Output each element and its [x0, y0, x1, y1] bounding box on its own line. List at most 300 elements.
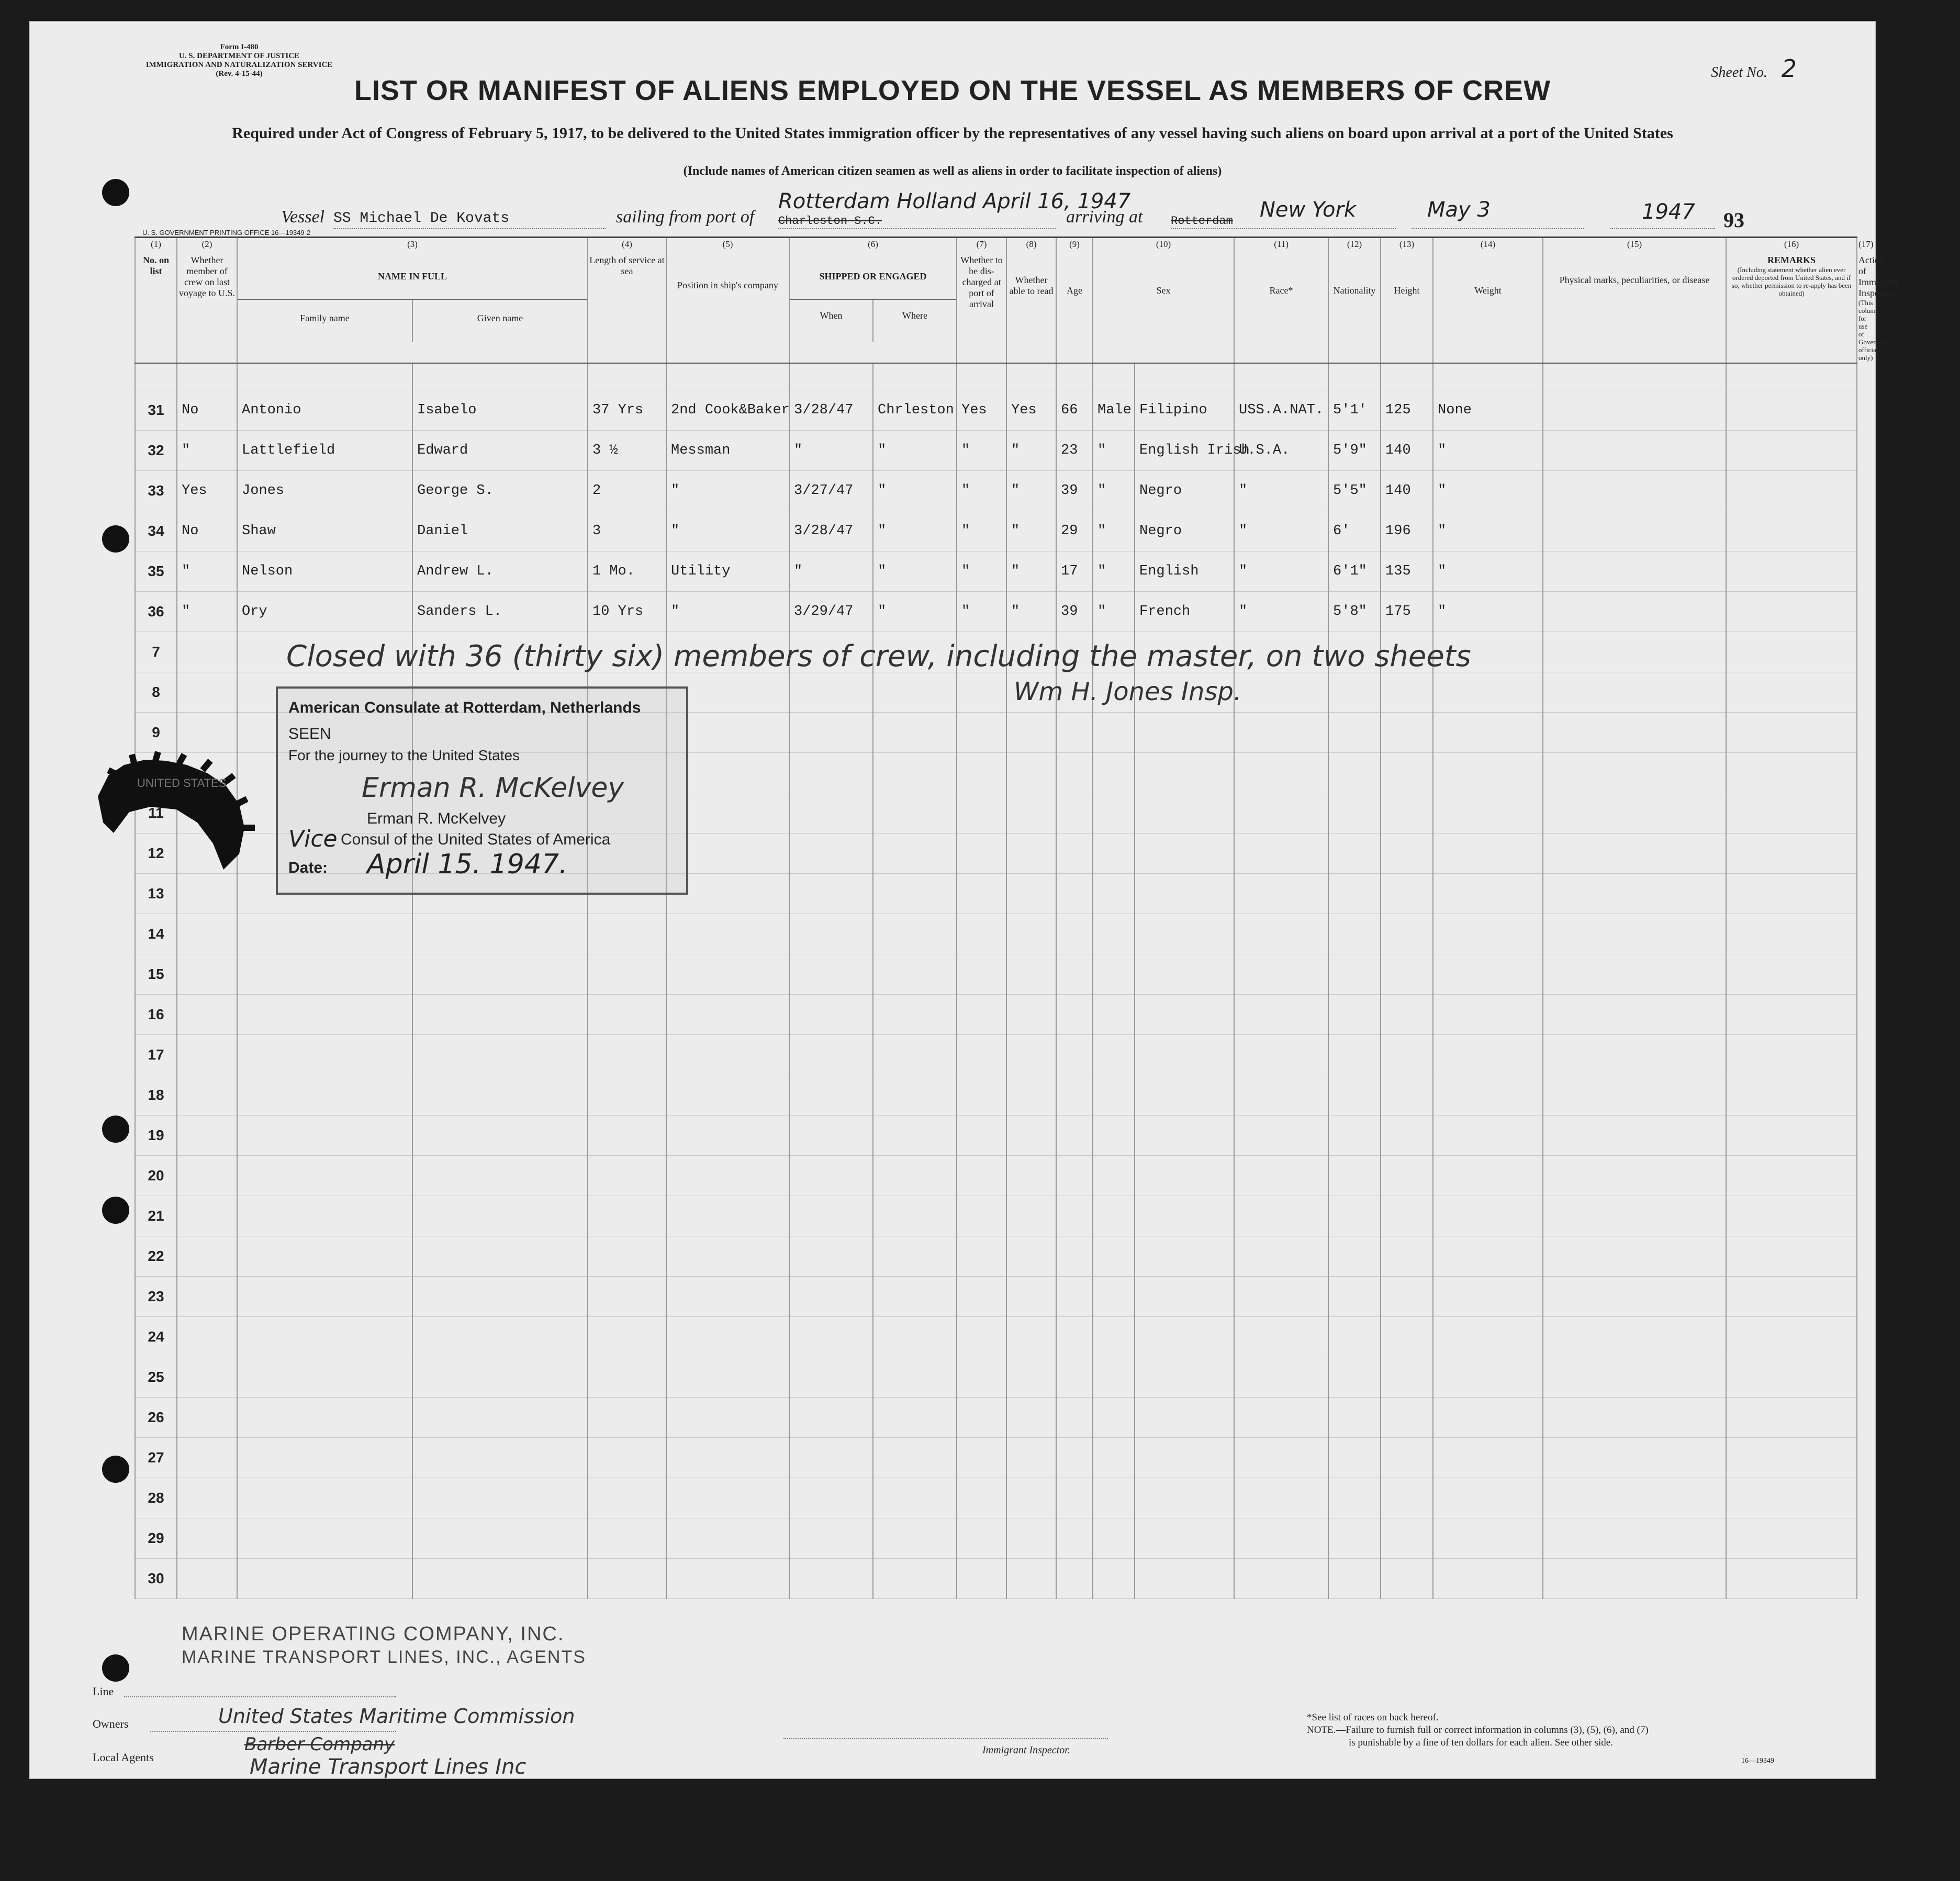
table-row: [135, 1196, 1857, 1236]
shipped-where: [873, 1236, 957, 1277]
physical-marks: [1433, 954, 1543, 995]
row-number: 18: [135, 1075, 177, 1116]
age: [1056, 1236, 1093, 1277]
remarks: [1543, 1116, 1726, 1156]
column-number: (13): [1381, 238, 1433, 254]
height: [1328, 1156, 1381, 1196]
stamp-date-label: Date:: [288, 859, 328, 876]
header-discharged: Whether to be dis-charged at port of arrival: [957, 254, 1006, 363]
sex: [1093, 1075, 1135, 1116]
row-number: 33: [135, 471, 177, 511]
inspector-action: [1726, 1116, 1857, 1156]
remarks: [1543, 874, 1726, 914]
given-name: Edward: [412, 431, 588, 471]
length-of-service: [588, 1236, 666, 1277]
family-name: [237, 1518, 412, 1559]
nationality: ": [1234, 592, 1328, 632]
inspector-action: [1726, 1035, 1857, 1075]
shipped-where: [873, 1156, 957, 1196]
physical-marks: [1433, 1478, 1543, 1518]
position: [666, 1236, 789, 1277]
sex: [1093, 874, 1135, 914]
race: English: [1135, 551, 1234, 592]
inspector-action: [1726, 1317, 1857, 1357]
position: Utility: [666, 551, 789, 592]
weight: [1381, 874, 1433, 914]
nationality: USS.A.NAT.: [1234, 390, 1328, 431]
header-sex: Sex: [1093, 254, 1234, 363]
sex: [1093, 1277, 1135, 1317]
weight: [1381, 1116, 1433, 1156]
able-to-read: [1006, 1357, 1056, 1398]
to-be-discharged: [957, 1398, 1006, 1438]
header-name: [237, 254, 588, 363]
weight: [1381, 995, 1433, 1035]
remarks: [1543, 592, 1726, 632]
nationality: [1234, 793, 1328, 834]
weight: 140: [1381, 431, 1433, 471]
weight: 175: [1381, 592, 1433, 632]
remarks: [1543, 672, 1726, 713]
family-name: [237, 1357, 412, 1398]
header-height: Height: [1381, 254, 1433, 363]
vessel-label: Vessel: [281, 207, 325, 227]
shipped-when: [789, 995, 873, 1035]
family-name: [237, 1035, 412, 1075]
remarks: [1543, 1075, 1726, 1116]
position: [666, 1559, 789, 1599]
to-be-discharged: Yes: [957, 390, 1006, 431]
position: [666, 995, 789, 1035]
weight: [1381, 1559, 1433, 1599]
arrival-date: May 3: [1427, 198, 1491, 222]
table-row: [135, 592, 1857, 632]
sex: [1093, 1196, 1135, 1236]
position: [666, 1116, 789, 1156]
remarks: [1543, 1559, 1726, 1599]
header-given-name: Given name: [477, 313, 523, 323]
weight: [1381, 914, 1433, 954]
sex: [1093, 1518, 1135, 1559]
shipped-when: [789, 914, 873, 954]
shipped-where: [873, 995, 957, 1035]
length-of-service: [588, 1277, 666, 1317]
family-name: Ory: [237, 592, 412, 632]
punch-hole: [102, 1116, 129, 1143]
position: [666, 1196, 789, 1236]
table-row: [135, 1317, 1857, 1357]
to-be-discharged: ": [957, 592, 1006, 632]
height: 6'1": [1328, 551, 1381, 592]
inspector-action: [1726, 1518, 1857, 1559]
footnote-penalty: NOTE.—Failure to furnish full or correct information in columns (3), (5), (6), and (7): [1307, 1725, 1649, 1736]
length-of-service: 37 Yrs: [588, 390, 666, 431]
consulate-stamp: [276, 686, 688, 895]
position: ": [666, 511, 789, 551]
shipped-where: [873, 1075, 957, 1116]
nationality: [1234, 1035, 1328, 1075]
able-to-read: [1006, 1438, 1056, 1478]
able-to-read: ": [1006, 471, 1056, 511]
family-name: [237, 1398, 412, 1438]
physical-marks: [1433, 672, 1543, 713]
header-remarks-note: (Including statement whether alien ever ordered deported from United States, and if so, whether permission to re-apply has been obtained): [1731, 266, 1852, 297]
position: [666, 1317, 789, 1357]
shipped-where: [873, 914, 957, 954]
nationality: [1234, 1116, 1328, 1156]
shipped-when: 3/28/47: [789, 390, 873, 431]
column-number: (9): [1056, 238, 1093, 254]
to-be-discharged: [957, 1317, 1006, 1357]
shipped-where: [873, 713, 957, 753]
able-to-read: [1006, 753, 1056, 793]
sex: ": [1093, 471, 1135, 511]
position: [666, 1277, 789, 1317]
age: 29: [1056, 511, 1093, 551]
shipped-where: ": [873, 471, 957, 511]
to-be-discharged: [957, 1518, 1006, 1559]
inspector-action: [1726, 1438, 1857, 1478]
table-row: [135, 1518, 1857, 1559]
inspector-action: [1726, 551, 1857, 592]
column-number-row: (1) (2) (3) (4) (5) (6) (7) (8) (9) (10) (11) (12) (13) (14) (15) (16) (17): [135, 238, 1857, 254]
race: Filipino: [1135, 390, 1234, 431]
last-voyage: [177, 1156, 237, 1196]
last-voyage: [177, 914, 237, 954]
table-row: [135, 1156, 1857, 1196]
last-voyage: [177, 1236, 237, 1277]
physical-marks: ": [1433, 471, 1543, 511]
height: 5'9": [1328, 431, 1381, 471]
column-number: (5): [666, 238, 789, 254]
remarks: [1543, 914, 1726, 954]
last-voyage: [177, 1035, 237, 1075]
able-to-read: [1006, 995, 1056, 1035]
column-number: (2): [177, 238, 237, 254]
given-name: [412, 1035, 588, 1075]
position: [666, 1156, 789, 1196]
inspector-action: [1726, 954, 1857, 995]
to-be-discharged: [957, 1116, 1006, 1156]
age: [1056, 1438, 1093, 1478]
sex: [1093, 954, 1135, 995]
length-of-service: [588, 914, 666, 954]
race: [1135, 1357, 1234, 1398]
immigrant-inspector-label: Immigrant Inspector.: [982, 1744, 1070, 1756]
last-voyage: [177, 954, 237, 995]
able-to-read: [1006, 954, 1056, 995]
table-row: [135, 1277, 1857, 1317]
column-number: (16): [1726, 238, 1857, 254]
inclusion-note: (Include names of American citizen seamen as well as aliens in order to facilitate inspection of aliens): [683, 164, 1222, 178]
table-row: [135, 954, 1857, 995]
able-to-read: [1006, 1317, 1056, 1357]
company-stamp: MARINE OPERATING COMPANY, INC.: [182, 1623, 565, 1645]
last-voyage: [177, 713, 237, 753]
inspector-action: [1726, 713, 1857, 753]
shipped-where: [873, 753, 957, 793]
table-row: [135, 551, 1857, 592]
physical-marks: [1433, 753, 1543, 793]
race: [1135, 954, 1234, 995]
height: [1328, 753, 1381, 793]
able-to-read: ": [1006, 511, 1056, 551]
row-number: 8: [135, 672, 177, 713]
weight: [1381, 1317, 1433, 1357]
remarks: [1543, 1317, 1726, 1357]
race: [1135, 1478, 1234, 1518]
shipped-where: [873, 874, 957, 914]
physical-marks: [1433, 1156, 1543, 1196]
length-of-service: [588, 1438, 666, 1478]
table-row: [135, 1398, 1857, 1438]
nationality: [1234, 1156, 1328, 1196]
shipped-where: [873, 793, 957, 834]
row-number: 31: [135, 390, 177, 431]
last-voyage: [177, 1357, 237, 1398]
position: [666, 1438, 789, 1478]
arrival-year: 1947: [1642, 200, 1695, 224]
nationality: [1234, 914, 1328, 954]
remarks: [1543, 1196, 1726, 1236]
family-name: [237, 1438, 412, 1478]
physical-marks: [1433, 1559, 1543, 1599]
height: [1328, 1438, 1381, 1478]
nationality: [1234, 1317, 1328, 1357]
physical-marks: [1433, 1035, 1543, 1075]
race: [1135, 713, 1234, 753]
family-name: [237, 1156, 412, 1196]
race: [1135, 914, 1234, 954]
remarks: [1543, 632, 1726, 672]
weight: 140: [1381, 471, 1433, 511]
weight: [1381, 753, 1433, 793]
sheet-value: 2: [1781, 54, 1797, 83]
race: [1135, 1317, 1234, 1357]
shipped-when: 3/28/47: [789, 511, 873, 551]
race: [1135, 753, 1234, 793]
given-name: [412, 1398, 588, 1438]
shipped-where: [873, 954, 957, 995]
nationality: [1234, 753, 1328, 793]
able-to-read: ": [1006, 431, 1056, 471]
length-of-service: [588, 1559, 666, 1599]
able-to-read: [1006, 1559, 1056, 1599]
able-to-read: [1006, 1156, 1056, 1196]
arriving-label: arriving at: [1066, 207, 1143, 227]
table-row: [135, 1035, 1857, 1075]
weight: [1381, 713, 1433, 753]
weight: 125: [1381, 390, 1433, 431]
last-voyage: [177, 672, 237, 713]
shipped-when: [789, 1116, 873, 1156]
shipped-where: ": [873, 511, 957, 551]
able-to-read: [1006, 914, 1056, 954]
row-number: 9: [135, 713, 177, 753]
sailing-port-handwritten: Rotterdam Holland April 16, 1947: [778, 189, 1131, 213]
header-name-in-full: NAME IN FULL: [238, 254, 587, 300]
shipped-when: [789, 1075, 873, 1116]
age: [1056, 713, 1093, 753]
shipped-where: ": [873, 551, 957, 592]
height: 5'5": [1328, 471, 1381, 511]
inspector-action: [1726, 390, 1857, 431]
able-to-read: ": [1006, 551, 1056, 592]
age: [1056, 1559, 1093, 1599]
header-family-name: Family name: [238, 300, 413, 342]
sex: [1093, 995, 1135, 1035]
inspector-action: [1726, 1357, 1857, 1398]
given-name: [412, 1438, 588, 1478]
table-row: [135, 1357, 1857, 1398]
height: [1328, 954, 1381, 995]
column-number: (6): [789, 238, 957, 254]
physical-marks: None: [1433, 390, 1543, 431]
header-remarks: [1726, 254, 1857, 363]
nationality: ": [1234, 471, 1328, 511]
remarks: [1543, 1518, 1726, 1559]
family-name: Lattlefield: [237, 431, 412, 471]
to-be-discharged: [957, 1438, 1006, 1478]
height: [1328, 1035, 1381, 1075]
given-name: [412, 914, 588, 954]
to-be-discharged: [957, 713, 1006, 753]
weight: [1381, 1156, 1433, 1196]
to-be-discharged: ": [957, 551, 1006, 592]
family-name: [237, 1196, 412, 1236]
stamp-consulate: American Consulate at Rotterdam, Netherlands: [288, 699, 641, 716]
able-to-read: [1006, 1398, 1056, 1438]
able-to-read: [1006, 1478, 1056, 1518]
able-to-read: [1006, 713, 1056, 753]
length-of-service: [588, 995, 666, 1035]
able-to-read: [1006, 1518, 1056, 1559]
race: [1135, 995, 1234, 1035]
shipped-where: [873, 1478, 957, 1518]
to-be-discharged: [957, 1035, 1006, 1075]
table-row: [135, 511, 1857, 551]
physical-marks: ": [1433, 551, 1543, 592]
age: 23: [1056, 431, 1093, 471]
remarks: [1543, 1478, 1726, 1518]
height: [1328, 793, 1381, 834]
punch-hole: [102, 1197, 129, 1224]
inspector-action: [1726, 1156, 1857, 1196]
header-shipped: [789, 254, 957, 363]
physical-marks: [1433, 1438, 1543, 1478]
race: [1135, 1236, 1234, 1277]
height: [1328, 672, 1381, 713]
family-name: [237, 1559, 412, 1599]
remarks: [1543, 1357, 1726, 1398]
family-name: [237, 1075, 412, 1116]
physical-marks: ": [1433, 511, 1543, 551]
to-be-discharged: [957, 1559, 1006, 1599]
nationality: [1234, 1438, 1328, 1478]
family-name: [237, 954, 412, 995]
position: Messman: [666, 431, 789, 471]
column-number: (11): [1234, 238, 1328, 254]
inspector-action: [1726, 874, 1857, 914]
row-number: 19: [135, 1116, 177, 1156]
stamp-seen: SEEN: [288, 725, 331, 742]
family-name: [237, 914, 412, 954]
age: [1056, 1277, 1093, 1317]
last-voyage: [177, 1196, 237, 1236]
row-number: 32: [135, 431, 177, 471]
inspector-action: [1726, 1559, 1857, 1599]
given-name: [412, 1196, 588, 1236]
remarks: [1543, 1035, 1726, 1075]
sex: ": [1093, 592, 1135, 632]
remarks: [1543, 1438, 1726, 1478]
shipped-when: [789, 1317, 873, 1357]
age: 39: [1056, 471, 1093, 511]
nationality: [1234, 1277, 1328, 1317]
height: 6': [1328, 511, 1381, 551]
inspector-action: [1726, 834, 1857, 874]
length-of-service: 3: [588, 511, 666, 551]
family-name: Nelson: [237, 551, 412, 592]
shipped-when: [789, 793, 873, 834]
sex: [1093, 1398, 1135, 1438]
physical-marks: [1433, 1075, 1543, 1116]
height: [1328, 1478, 1381, 1518]
physical-marks: [1433, 1236, 1543, 1277]
weight: [1381, 1518, 1433, 1559]
shipped-where: [873, 1035, 957, 1075]
to-be-discharged: [957, 1357, 1006, 1398]
to-be-discharged: [957, 1478, 1006, 1518]
weight: [1381, 1075, 1433, 1116]
row-number: 17: [135, 1035, 177, 1075]
owners-value: United States Maritime Commission: [218, 1705, 575, 1728]
height: [1328, 1277, 1381, 1317]
race: [1135, 1035, 1234, 1075]
embossed-seal: [87, 754, 276, 875]
physical-marks: [1433, 1196, 1543, 1236]
table-row: [135, 1236, 1857, 1277]
page-title: LIST OR MANIFEST OF ALIENS EMPLOYED ON THE VESSEL AS MEMBERS OF CREW: [354, 75, 1551, 106]
length-of-service: [588, 1317, 666, 1357]
physical-marks: ": [1433, 592, 1543, 632]
row-number: 27: [135, 1438, 177, 1478]
manifest-sheet: [29, 21, 1899, 1779]
height: [1328, 834, 1381, 874]
sex: [1093, 1438, 1135, 1478]
header-where: Where: [902, 310, 928, 321]
shipped-where: [873, 1357, 957, 1398]
remarks: [1543, 1398, 1726, 1438]
race: French: [1135, 592, 1234, 632]
spacer-row: [135, 363, 1857, 390]
last-voyage: [177, 1438, 237, 1478]
able-to-read: [1006, 1196, 1056, 1236]
race: English Irish: [1135, 431, 1234, 471]
race: [1135, 793, 1234, 834]
remarks: [1543, 431, 1726, 471]
arriving-port-typed: Rotterdam: [1171, 215, 1233, 228]
physical-marks: [1433, 834, 1543, 874]
able-to-read: [1006, 1035, 1056, 1075]
shipped-when: ": [789, 431, 873, 471]
shipped-when: [789, 753, 873, 793]
to-be-discharged: [957, 793, 1006, 834]
shipped-where: [873, 1559, 957, 1599]
height: [1328, 1075, 1381, 1116]
last-voyage: [177, 1116, 237, 1156]
race: [1135, 874, 1234, 914]
